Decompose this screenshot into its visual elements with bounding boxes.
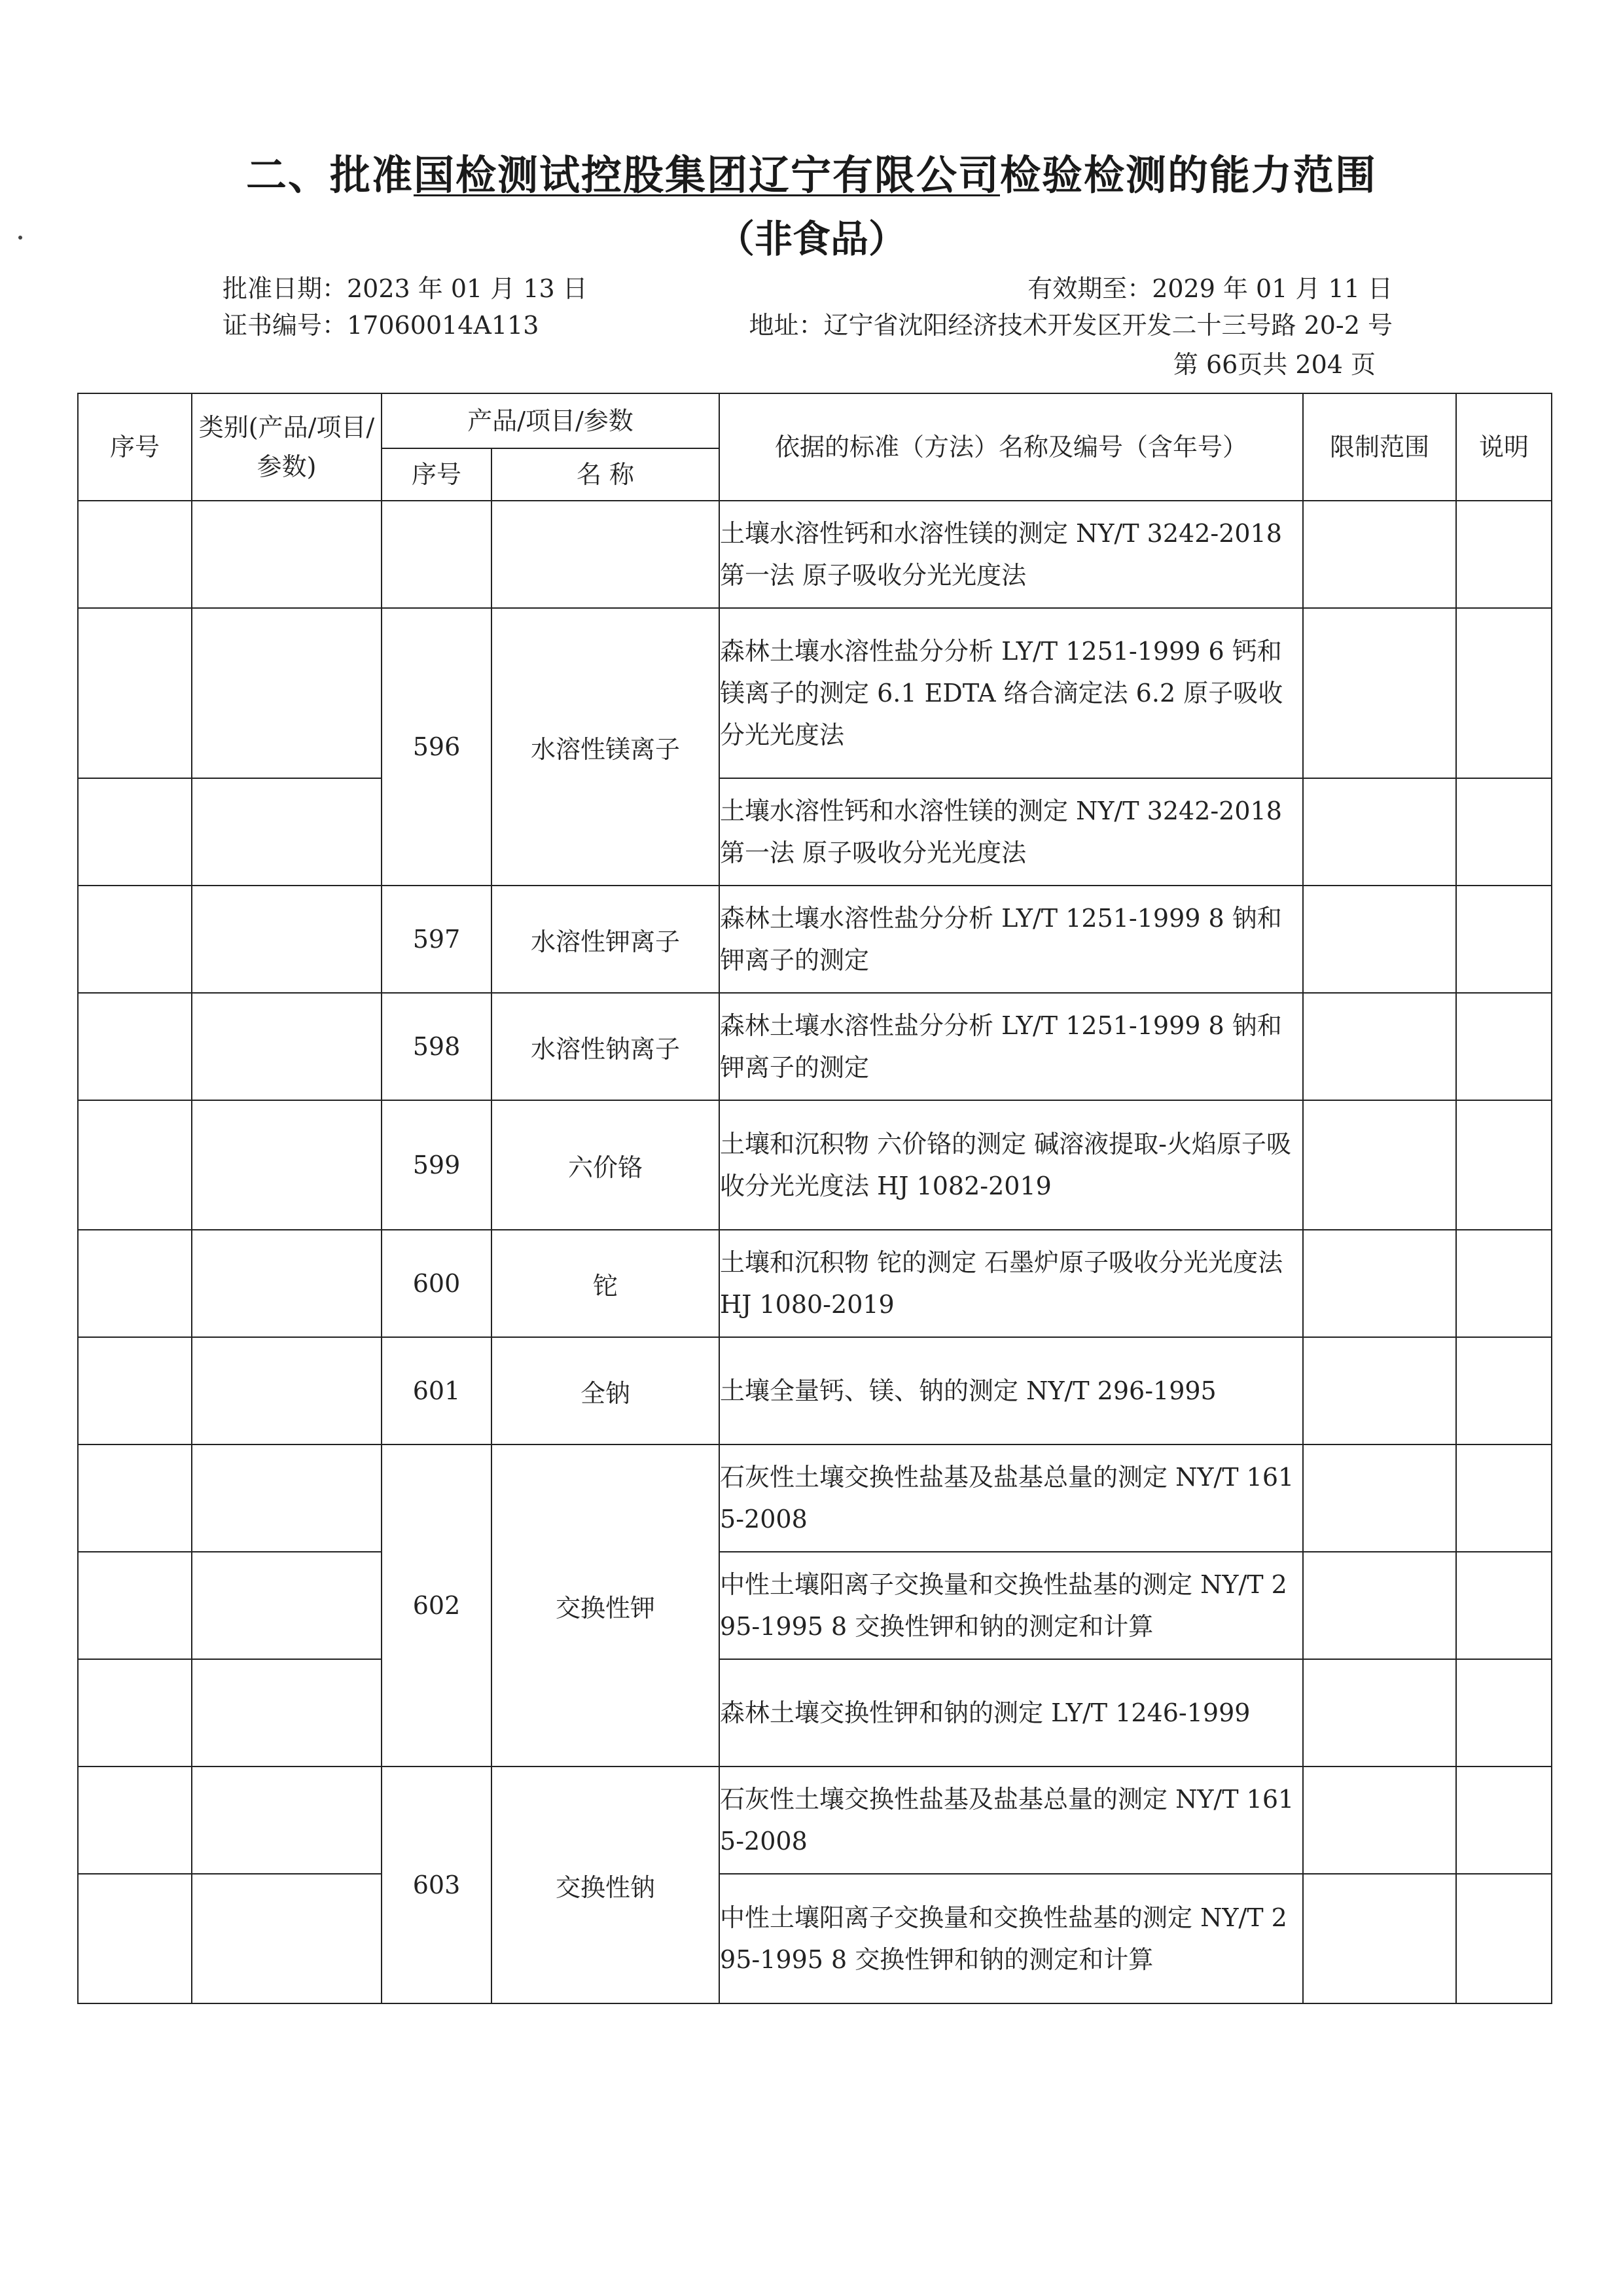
table-row [78,1100,1552,1230]
standard-cell: 土壤水溶性钙和水溶性镁的测定 NY/T 3242-2018 第一法 原子吸收分光光度法 [719,501,1303,608]
item-no-cell: 602 [382,1444,491,1767]
note-cell [1456,1337,1552,1444]
table-row [78,608,1552,778]
category-cell [192,886,382,993]
category-cell [192,1552,382,1659]
page-subtitle: （非食品） [716,217,906,261]
category-cell [192,1337,382,1444]
standard-cell: 森林土壤水溶性盐分分析 LY/T 1251-1999 8 钠和钾离子的测定 [719,886,1303,993]
seq-cell [78,501,192,608]
table-row [78,1337,1552,1444]
title-org: 国检测试控股集团辽宁有限公司 [413,151,1000,199]
item-no-cell: 597 [382,886,491,993]
standard-cell: 森林土壤水溶性盐分分析 LY/T 1251-1999 6 钙和镁离子的测定 6.1 EDTA 络合滴定法 6.2 原子吸收分光光度法 [719,608,1303,778]
seq-cell [78,1100,192,1230]
col-item-group: 产品/项目/参数 [382,393,719,448]
table-row [78,778,1552,886]
item-no-cell: 599 [382,1100,491,1230]
item-name-cell: 六价铬 [491,1100,719,1230]
seq-cell [78,778,192,886]
category-cell [192,608,382,778]
seq-cell [78,993,192,1100]
seq-cell [78,1552,192,1659]
item-no-cell [382,501,491,608]
approval-date: 批准日期：2023 年 01 月 13 日 [223,274,588,303]
category-cell [192,1767,382,1874]
item-name-cell: 交换性钠 [491,1767,719,2003]
limit-cell [1303,501,1456,608]
standard-cell: 森林土壤水溶性盐分分析 LY/T 1251-1999 8 钠和钾离子的测定 [719,993,1303,1100]
note-cell [1456,501,1552,608]
limit-cell [1303,778,1456,886]
standard-cell: 土壤和沉积物 铊的测定 石墨炉原子吸收分光光度法 HJ 1080-2019 [719,1230,1303,1337]
item-name-cell: 铊 [491,1230,719,1337]
seq-cell [78,1874,192,2003]
note-cell [1456,1100,1552,1230]
standard-cell: 中性土壤阳离子交换量和交换性盐基的测定 NY/T 295-1995 8 交换性钾和钠的测定和计算 [719,1874,1303,2003]
seq-cell [78,1767,192,1874]
category-cell [192,993,382,1100]
category-cell [192,1230,382,1337]
col-category: 类别(产品/项目/参数) [192,393,382,501]
col-note: 说明 [1456,393,1552,501]
item-no-cell: 601 [382,1337,491,1444]
standard-cell: 石灰性土壤交换性盐基及盐基总量的测定 NY/T 1615-2008 [719,1444,1303,1552]
page-number: 第 66页共 204 页 [1173,350,1376,379]
item-name-cell: 水溶性镁离子 [491,608,719,886]
item-no-cell: 596 [382,608,491,886]
header-row-1 [78,393,1552,448]
col-item-no: 序号 [382,448,491,501]
seq-cell [78,1444,192,1552]
table-row [78,1230,1552,1337]
standard-cell: 土壤全量钙、镁、钠的测定 NY/T 296-1995 [719,1337,1303,1444]
limit-cell [1303,886,1456,993]
table-row [78,993,1552,1100]
limit-cell [1303,993,1456,1100]
title-prefix: 二、批准 [245,151,414,199]
capability-table [77,393,1552,2004]
col-standard: 依据的标准（方法）名称及编号（含年号） [719,393,1303,501]
table-row [78,1767,1552,1874]
limit-cell [1303,1230,1456,1337]
category-cell [192,1100,382,1230]
note-cell [1456,778,1552,886]
category-cell [192,1444,382,1552]
limit-cell [1303,1337,1456,1444]
limit-cell [1303,1874,1456,2003]
note-cell [1456,1874,1552,2003]
limit-cell [1303,1100,1456,1230]
limit-cell [1303,608,1456,778]
table-row [78,501,1552,608]
category-cell [192,1874,382,2003]
note-cell [1456,886,1552,993]
note-cell [1456,1444,1552,1552]
limit-cell [1303,1552,1456,1659]
item-name-cell: 交换性钾 [491,1444,719,1767]
note-cell [1456,1230,1552,1337]
category-cell [192,778,382,886]
seq-cell [78,1337,192,1444]
valid-until: 有效期至：2029 年 01 月 11 日 [1027,274,1393,303]
col-item-name: 名 称 [491,448,719,501]
note-cell [1456,608,1552,778]
limit-cell [1303,1659,1456,1767]
seq-cell [78,1659,192,1767]
table-row [78,1874,1552,2003]
limit-cell [1303,1767,1456,1874]
standard-cell: 土壤和沉积物 六价铬的测定 碱溶液提取-火焰原子吸收分光光度法 HJ 1082-2019 [719,1100,1303,1230]
seq-cell [78,886,192,993]
table-row [78,1444,1552,1552]
note-cell [1456,1767,1552,1874]
col-limit: 限制范围 [1303,393,1456,501]
item-no-cell: 603 [382,1767,491,2003]
title-suffix: 检验检测的能力范围 [1000,151,1378,199]
col-seq: 序号 [78,393,192,501]
seq-cell [78,608,192,778]
address: 地址：辽宁省沈阳经济技术开发区开发二十三号路 20-2 号 [749,311,1393,340]
page-title [0,143,1623,201]
item-name-cell: 水溶性钠离子 [491,993,719,1100]
item-no-cell: 598 [382,993,491,1100]
standard-cell: 中性土壤阳离子交换量和交换性盐基的测定 NY/T 295-1995 8 交换性钾和钠的测定和计算 [719,1552,1303,1659]
category-cell [192,1659,382,1767]
cert-number: 证书编号：17060014A113 [223,311,539,340]
table-row [78,1552,1552,1659]
item-no-cell: 600 [382,1230,491,1337]
standard-cell: 土壤水溶性钙和水溶性镁的测定 NY/T 3242-2018 第一法 原子吸收分光光度法 [719,778,1303,886]
table-row [78,1659,1552,1767]
category-cell [192,501,382,608]
note-cell [1456,1659,1552,1767]
item-name-cell: 全钠 [491,1337,719,1444]
item-name-cell: 水溶性钾离子 [491,886,719,993]
item-name-cell [491,501,719,608]
limit-cell [1303,1444,1456,1552]
note-cell [1456,1552,1552,1659]
table-row [78,886,1552,993]
note-cell [1456,993,1552,1100]
standard-cell: 石灰性土壤交换性盐基及盐基总量的测定 NY/T 1615-2008 [719,1767,1303,1874]
seq-cell [78,1230,192,1337]
standard-cell: 森林土壤交换性钾和钠的测定 LY/T 1246-1999 [719,1659,1303,1767]
